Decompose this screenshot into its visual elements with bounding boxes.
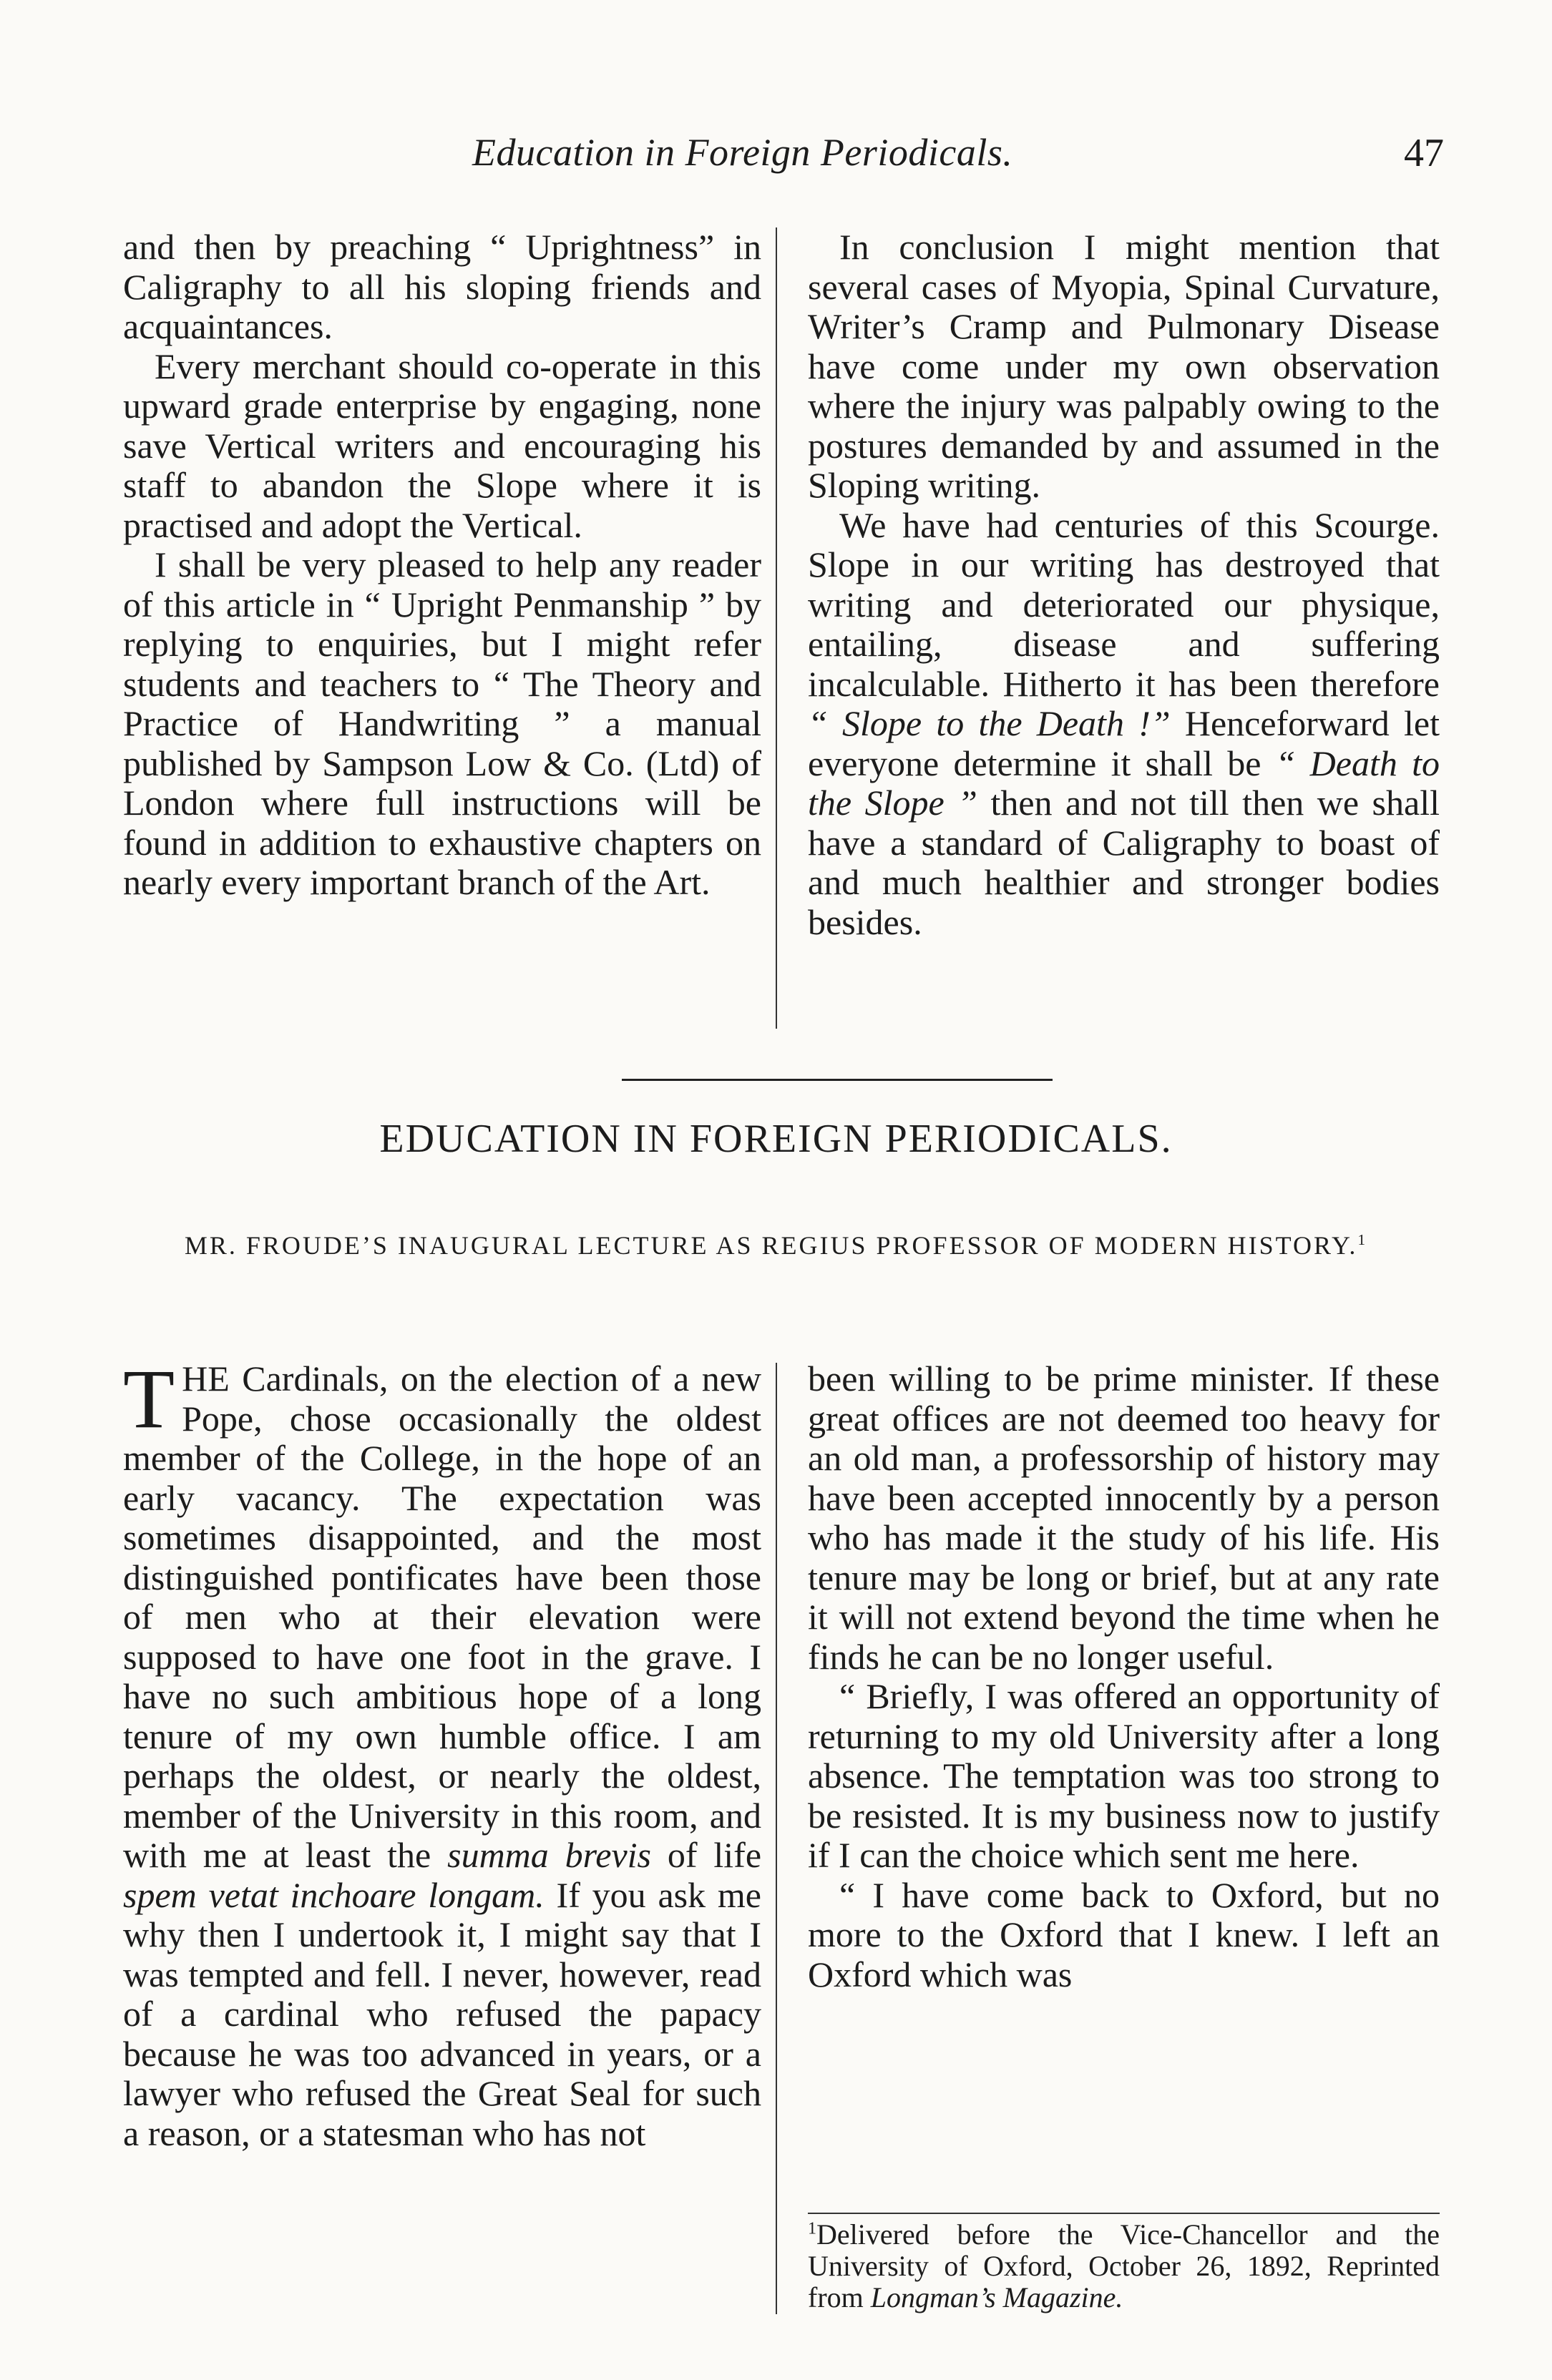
paragraph: been willing to be prime minister. If these great offices are not deemed too heavy for an old man, a professorship of history may have been accepted innocently by a person who has made it the study of his life. His tenure may be long or brief, but at any rate it will not extend beyond the time when he finds he can be no longer useful. bbox=[808, 1358, 1440, 1677]
italic-quote: “ Slope to the Death !” bbox=[808, 703, 1171, 743]
paragraph bbox=[123, 1352, 762, 2153]
footnote-source: Longman’s Magazine. bbox=[870, 2281, 1123, 2313]
text-run: If you ask me why then I undertook it, I might say that I was tempted and fell. I never, however, read of a cardinal who refused the papacy because he was too advanced in years, or a lawyer who refused the Great Seal for such a reason, or a statesman who has not bbox=[123, 1874, 761, 2153]
text-run: of life bbox=[651, 1835, 762, 1875]
column-rule bbox=[776, 1363, 777, 2314]
paragraph: “ I have come back to Oxford, but no more to the Oxford that I knew. I left an Oxford which was bbox=[808, 1874, 1440, 1994]
running-title: Education in Foreign Periodicals. bbox=[472, 131, 1013, 174]
paragraph: Every merchant should co-operate in this upward grade enterprise by engaging, none save Vertical writers and encouraging his staff to abandon the Slope where it is practised and adopt the Vertical. bbox=[123, 346, 761, 545]
paragraph: “ Briefly, I was offered an opportunity of returning to my old University after a long absence. The temptation was too strong to be resisted. It is my business now to justify if I can the choice which sent me here. bbox=[808, 1676, 1440, 1875]
footnote bbox=[808, 2219, 1440, 2313]
bottom-left-column bbox=[123, 1352, 762, 2153]
article-subtitle bbox=[143, 1220, 1409, 1271]
latin-phrase: summa brevis bbox=[447, 1835, 651, 1875]
column-rule bbox=[776, 227, 777, 1029]
footnote-marker: 1 bbox=[1357, 1231, 1368, 1248]
top-right-column bbox=[808, 227, 1440, 942]
paragraph bbox=[808, 506, 1440, 943]
article-title: EDUCATION IN FOREIGN PERIODICALS. bbox=[379, 1117, 1173, 1161]
latin-phrase: spem vetat inchoare longam. bbox=[123, 1874, 545, 1915]
paragraph: In conclusion I might mention that several cases of Myopia, Spinal Curvature, Writer’s Cramp and Pulmonary Disease have come under my own observation where the injury was palpably owing to the postures demanded by and assumed in the Sloping writing. bbox=[808, 227, 1440, 505]
top-left-column bbox=[123, 227, 761, 903]
italic-quote: “ Death to the Slope ” bbox=[808, 743, 1440, 823]
drop-cap: T bbox=[123, 1352, 175, 1446]
footnote-rule bbox=[808, 2213, 1440, 2214]
running-head bbox=[0, 130, 1552, 187]
subtitle-text: MR. FROUDE’S INAUGURAL LECTURE AS REGIUS PROFESSOR OF MODERN HISTORY. bbox=[184, 1231, 1358, 1260]
paragraph: I shall be very pleased to help any reader of this article in “ Upright Penmanship ” by replying to enquiries, but I might refer students and teachers to “ The Theory and Practice of Handwriting ” a manual published by Sampson Low & Co. (Ltd) of London where full instructions will be found in addition to exhaustive chapters on nearly every important branch of the Art. bbox=[123, 544, 761, 902]
text-run: We have had centuries of this Scourge. Slope in our writing has destroyed that writing and deteriorated our physique, entailing, disease and suffering incalculable. Hitherto it has been therefore bbox=[808, 504, 1440, 704]
text-run: Henceforward let everyone determine it shall be bbox=[808, 703, 1440, 783]
footnote-mark: 1 bbox=[808, 2219, 816, 2238]
bottom-right-column bbox=[808, 1359, 1440, 1994]
text-run: HE Cardinals, on the election of a new Pope, chose occasionally the oldest member of the College, in the hope of an early vacancy. The expectation was sometimes disappointed, and the most distinguished pontificates have been those of men who at their elevation were supposed to have one foot in the grave. I have no such ambitious hope of a long tenure of my own humble office. I am perhaps the oldest, or nearly the oldest, member of the University in this room, and with me at least the bbox=[123, 1358, 761, 1875]
paragraph: and then by preaching “ Uprightness” in Caligraphy to all his sloping friends and acquaintances. bbox=[123, 227, 761, 346]
text-run: then and not till then we shall have a standard of Caligraphy to boast of and much healthier and stronger bodies besides. bbox=[808, 783, 1440, 942]
section-divider bbox=[622, 1079, 1053, 1081]
page-number: 47 bbox=[1404, 131, 1444, 175]
footnote-text: Delivered before the Vice-Chancellor and the University of Oxford, October 26, 1892, Reprinted from bbox=[808, 2218, 1440, 2313]
